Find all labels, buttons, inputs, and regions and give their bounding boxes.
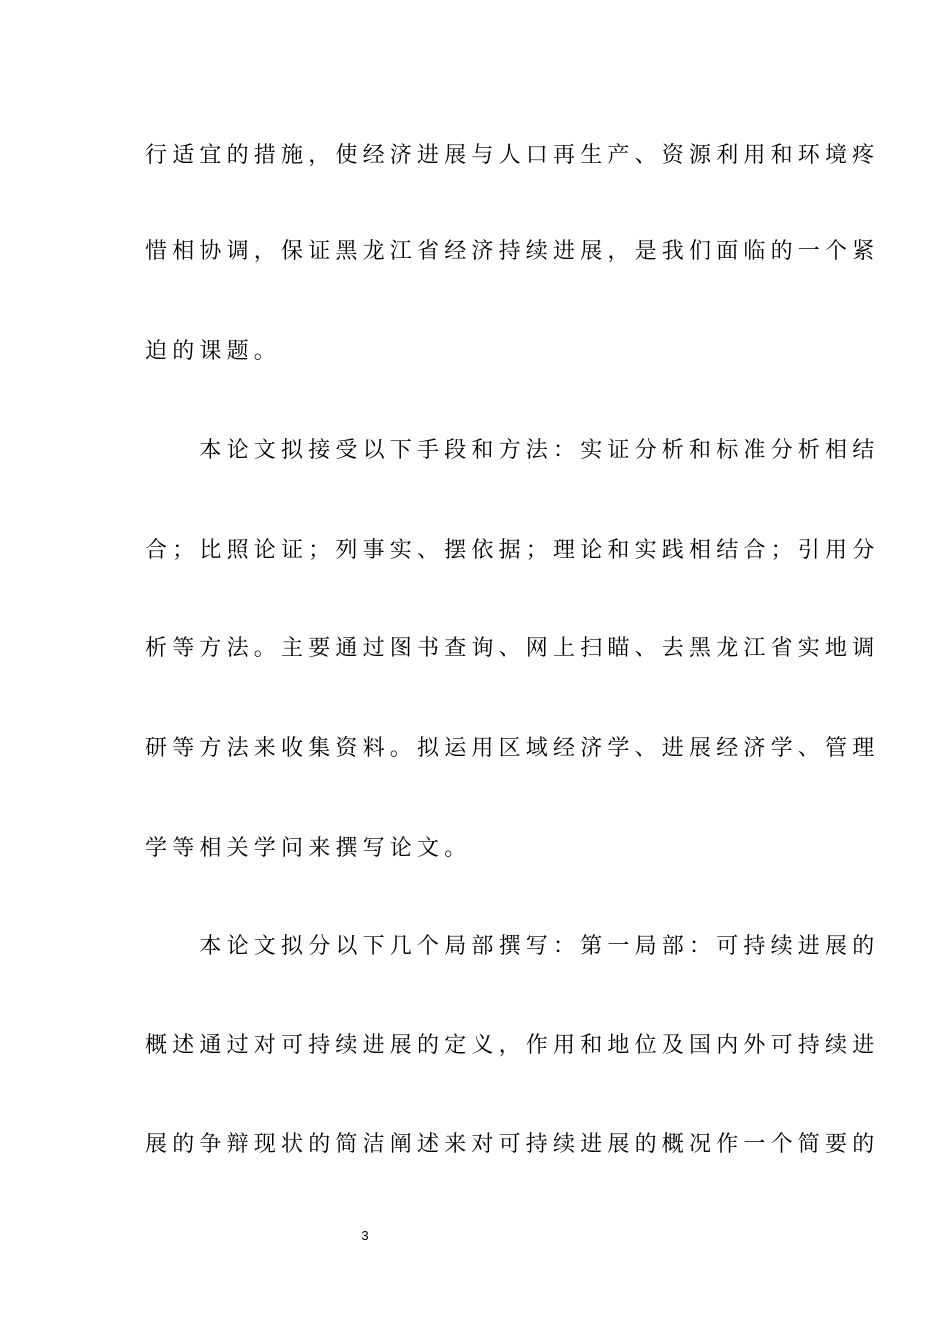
text-line: 迫的课题。 xyxy=(145,339,282,364)
text-line: 析等方法。主要通过图书查询、网上扫瞄、去黑龙江省实地调 xyxy=(145,636,880,661)
text-line: 概述通过对可持续进展的定义，作用和地位及国内外可持续进 xyxy=(145,1033,880,1058)
text-line: 本论文拟接受以下手段和方法：实证分析和标准分析相结 xyxy=(145,438,880,463)
page-number: 3 xyxy=(361,1228,369,1243)
text-line: 学等相关学问来撰写论文。 xyxy=(145,836,472,861)
text-line: 行适宜的措施，使经济进展与人口再生产、资源利用和环境疼 xyxy=(145,143,880,168)
text-line: 合；比照论证；列事实、摆依据；理论和实践相结合；引用分 xyxy=(145,538,880,563)
text-line: 研等方法来收集资料。拟运用区域经济学、进展经济学、管理 xyxy=(145,736,880,761)
text-line: 惜相协调，保证黑龙江省经济持续进展，是我们面临的一个紧 xyxy=(145,239,880,264)
text-line: 展的争辩现状的简洁阐述来对可持续进展的概况作一个简要的 xyxy=(145,1132,880,1157)
text-line: 本论文拟分以下几个局部撰写：第一局部：可持续进展的 xyxy=(145,934,880,959)
